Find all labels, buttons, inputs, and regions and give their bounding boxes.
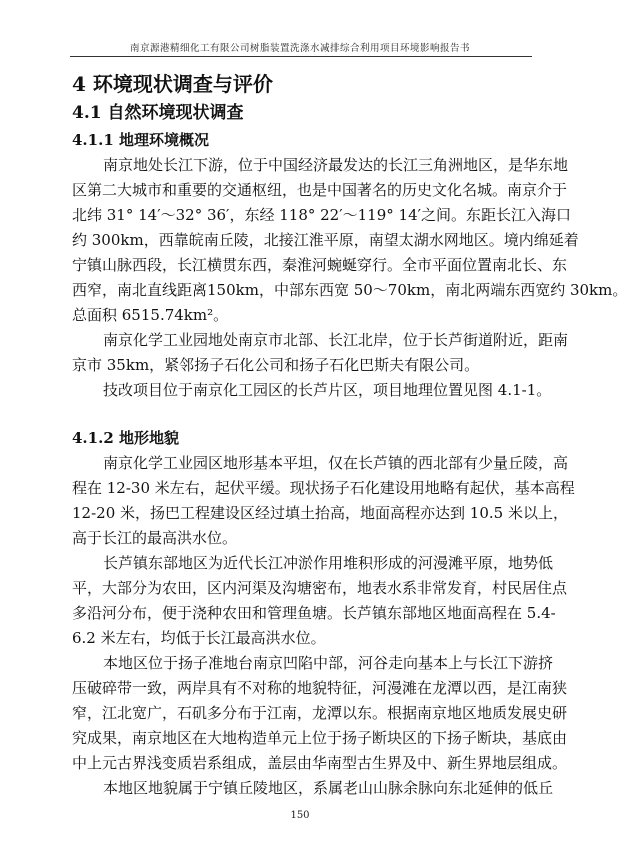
text-line: 窄，江北宽广，石矶多分布于江南，龙潭以东。根据南京地区地质发展史研: [72, 704, 568, 722]
paragraph: [72, 776, 554, 801]
text-line: 京市 35km，紧邻扬子石化公司和扬子石化巴斯夫有限公司。: [72, 356, 480, 374]
text-line: 平，大部分为农田，区内河渠及沟塘密布，地表水系非常发育，村民居住点: [72, 579, 568, 597]
paragraph: [72, 651, 568, 776]
text-line: 约 300km，西靠皖南丘陵，北接江淮平原，南望太湖水网地区。境内绵延着: [72, 231, 579, 249]
subsection-title: 4.1.1 地理环境概况: [72, 131, 209, 149]
text-line: 技改项目位于南京化工园区的长芦片区，项目地理位置见图 4.1-1。: [103, 381, 552, 399]
paragraph: [72, 551, 568, 651]
paragraph: [72, 378, 552, 403]
text-line: 压破碎带一致，两岸具有不对称的地貌特征，河漫滩在龙潭以西，是江南狭: [72, 679, 568, 697]
text-line: 中上元古界浅变质岩系组成，盖层由华南型古生界及中、新生界地层组成。: [72, 754, 568, 772]
text-line: 北纬 31° 14′～32° 36′，东经 118° 22′～119° 14′之间。东距长江入海口: [72, 206, 572, 224]
running-header: 南京源港精细化工有限公司树脂装置洗涤水减排综合利用项目环境影响报告书: [129, 43, 470, 54]
text-line: 究成果，南京地区在大地构造单元上位于扬子断块区的下扬子断块，基底由: [72, 729, 568, 747]
text-line: 6.2 米左右，均低于长江最高洪水位。: [72, 629, 326, 647]
text-line: 区第二大城市和重要的交通枢纽，也是中国著名的历史文化名城。南京介于: [72, 181, 568, 199]
chapter-title: 4 环境现状调查与评价: [72, 72, 273, 96]
text-line: 12-20 米，扬巴工程建设区经过填土抬高，地面高程亦达到 10.5 米以上，: [72, 504, 568, 522]
paragraph: [72, 451, 575, 551]
text-line: 程在 12-30 米左右，起伏平缓。现状扬子石化建设用地略有起伏，基本高程: [72, 479, 575, 497]
text-line: 南京化学工业园区地形基本平坦，仅在长芦镇的西北部有少量丘陵，高: [103, 454, 569, 472]
page-number: 150: [290, 810, 310, 821]
text-line: 西窄，南北直线距离150km，中部东西宽 50～70km，南北两端东西宽约 30km。: [72, 281, 627, 299]
subsections: [72, 127, 627, 801]
text-line: 多沿河分布，便于浇种农田和管理鱼塘。长芦镇东部地区地面高程在 5.4-: [72, 604, 556, 622]
text-line: 总面积 6515.74km²。: [72, 306, 229, 324]
text-line: 南京化学工业园地处南京市北部、长江北岸，位于长芦街道附近，距南: [103, 331, 569, 349]
paragraph: [72, 153, 627, 328]
paragraph: [72, 328, 569, 378]
text-line: 长芦镇东部地区为近代长江冲淤作用堆积形成的河漫滩平原，地势低: [103, 554, 554, 572]
text-line: 本地区位于扬子准地台南京凹陷中部，河谷走向基本上与长江下游挤: [103, 654, 554, 672]
text-line: 本地区地貌属于宁镇丘陵地区，系属老山山脉余脉向东北延伸的低丘: [103, 779, 554, 797]
text-line: 高于长江的最高洪水位。: [72, 529, 238, 547]
text-line: 南京地处长江下游，位于中国经济最发达的长江三角洲地区，是华东地: [103, 156, 569, 174]
document-body: [72, 72, 627, 801]
subsection-title: 4.1.2 地形地貌: [72, 429, 179, 447]
header-rule: [70, 56, 532, 57]
text-line: 宁镇山脉西段，长江横贯东西，秦淮河蜿蜒穿行。全市平面位置南北长、东: [72, 256, 568, 274]
section-title: 4.1 自然环境现状调查: [72, 103, 244, 123]
